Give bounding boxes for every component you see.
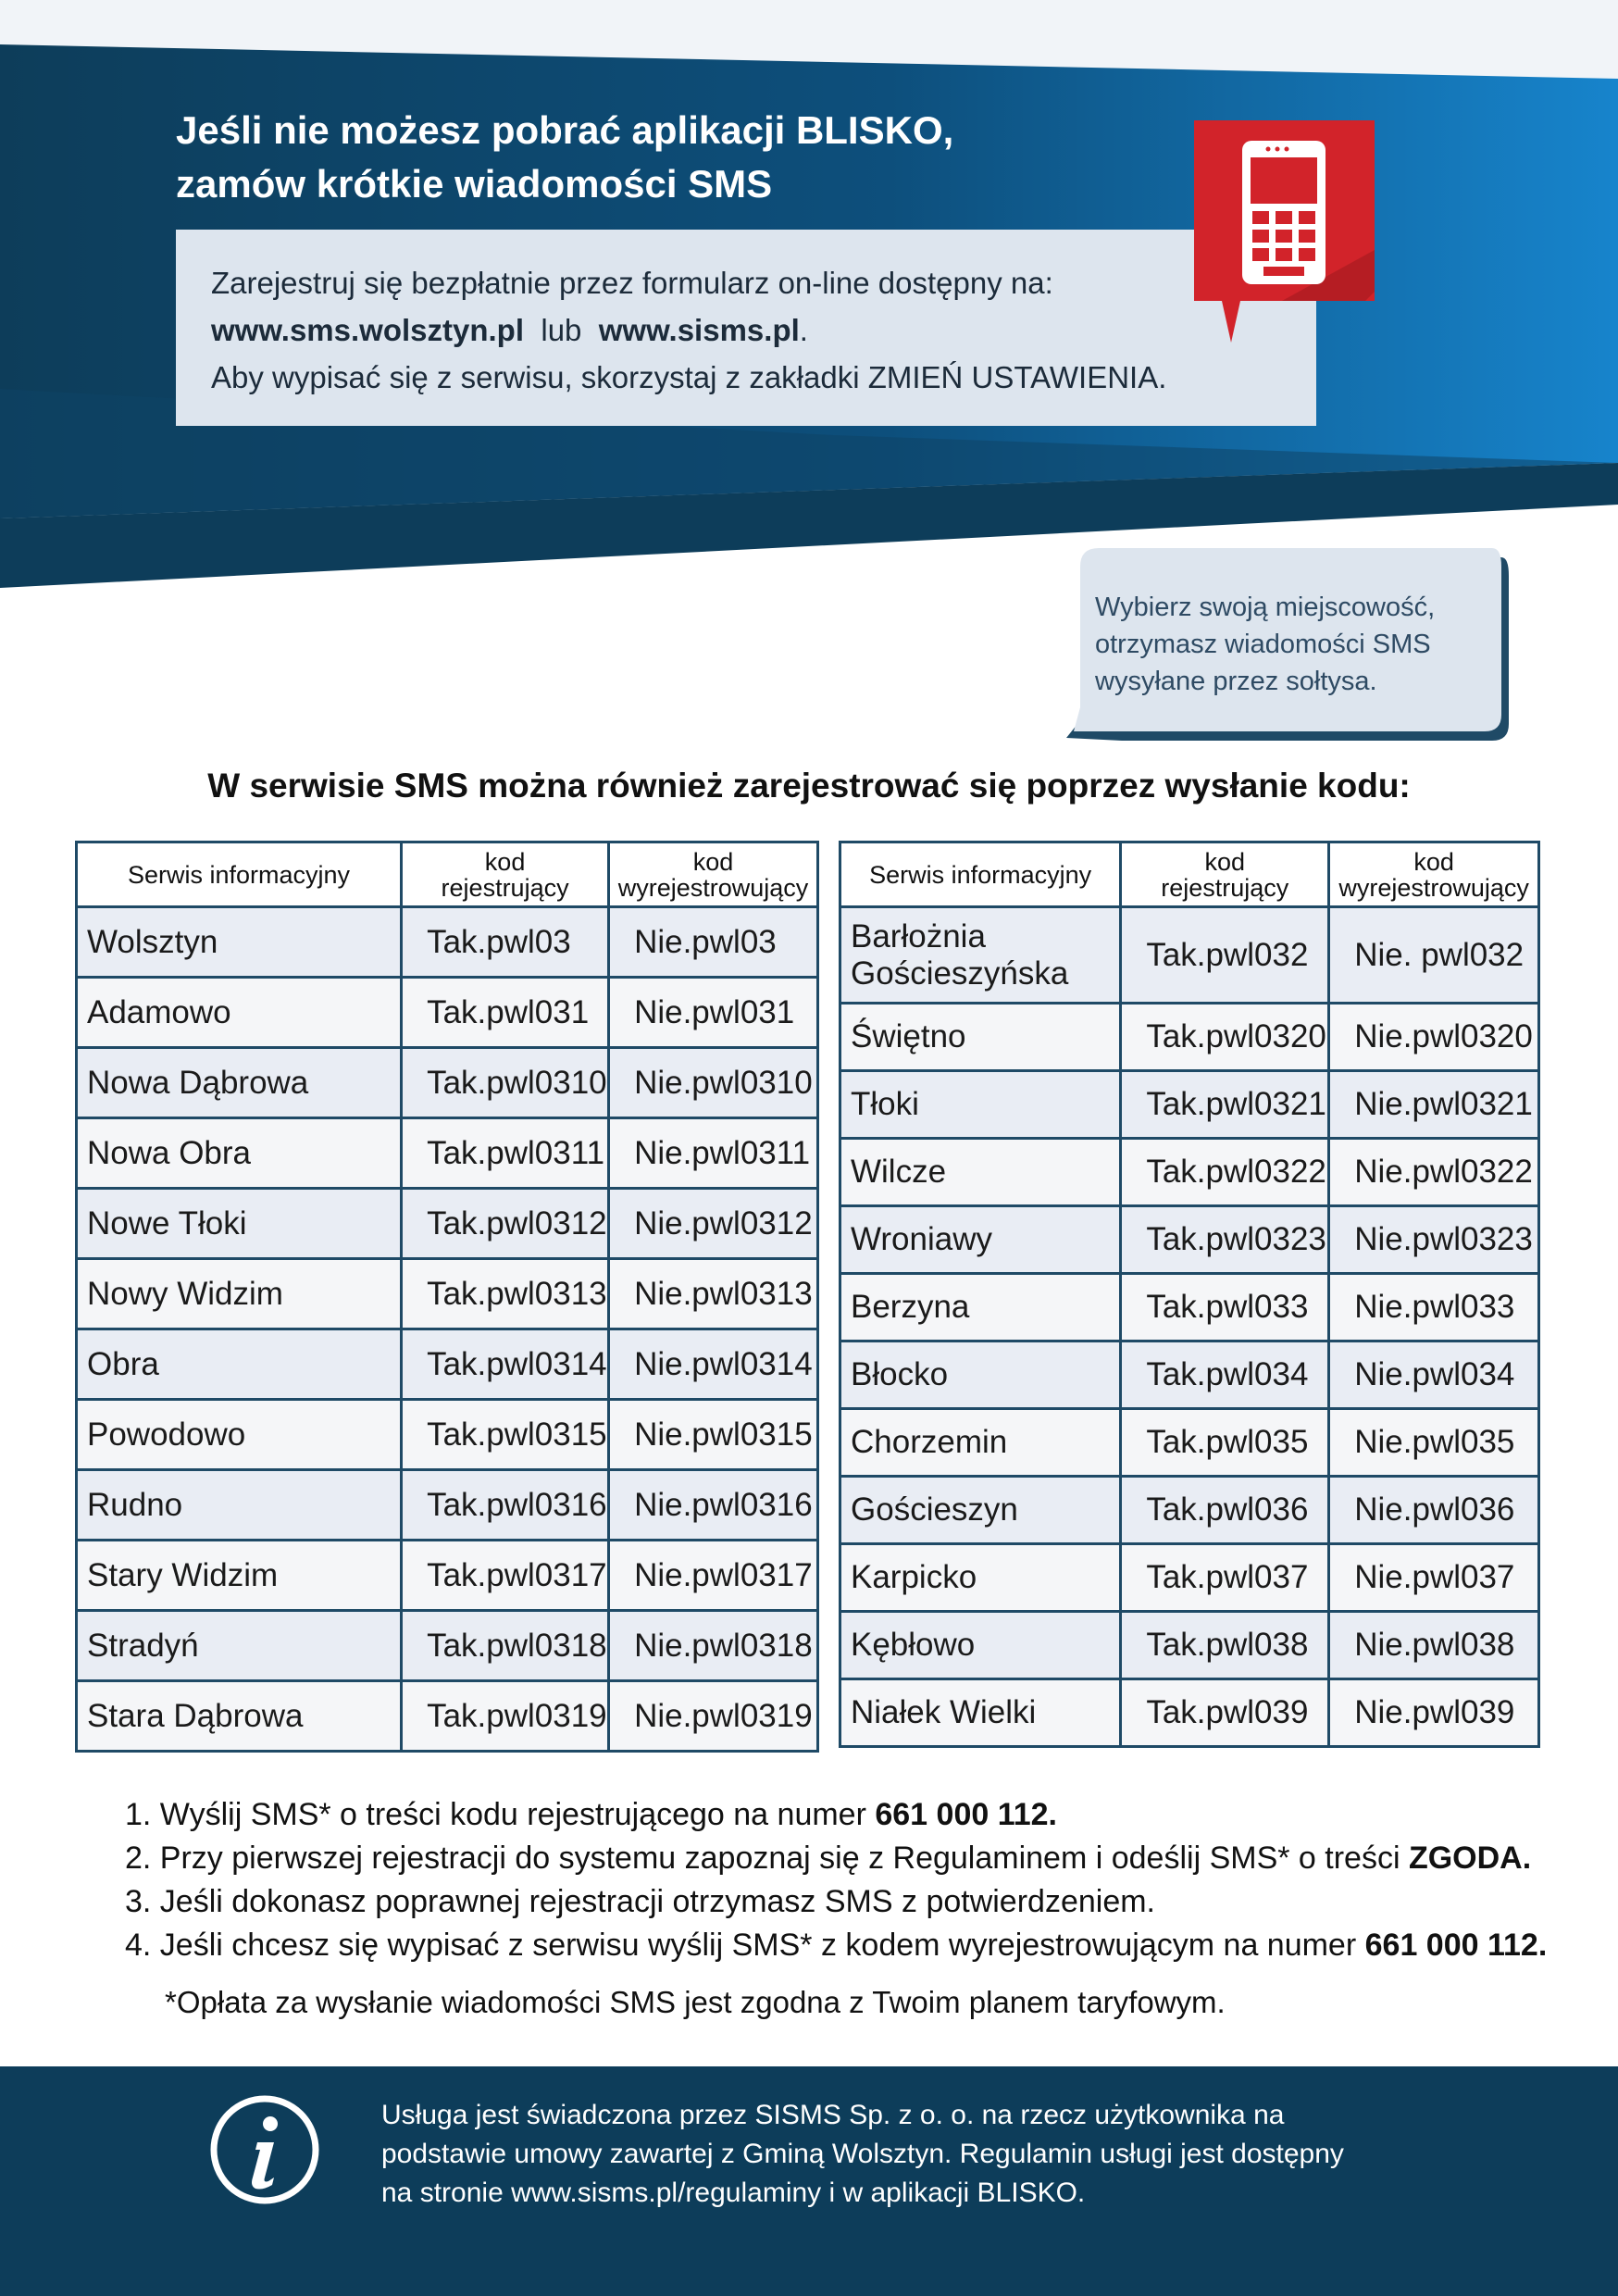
unregister-code: Nie.pwl035 — [1329, 1409, 1539, 1477]
registration-line1: Zarejestruj się bezpłatnie przez formularz on-line dostępny na: — [211, 266, 1053, 300]
place-name: Nowa Dąbrowa — [77, 1048, 402, 1118]
bubble-text — [1095, 589, 1484, 700]
step-item: 4. Jeśli chcesz się wypisać z serwisu wyślij SMS* z kodem wyrejestrowującym na numer 661 000 112. — [125, 1928, 1548, 1963]
table-row — [840, 1071, 1539, 1139]
place-name: Berzyna — [840, 1274, 1121, 1341]
register-code: Tak.pwl0314 — [402, 1329, 609, 1400]
bubble-line2: otrzymasz wiadomości SMS — [1095, 630, 1431, 659]
table-row — [77, 1400, 818, 1470]
codes-table-right — [839, 841, 1540, 1748]
mobile-phone-icon — [1194, 120, 1375, 343]
unregister-code: Nie.pwl0318 — [609, 1611, 818, 1681]
header-service: Serwis informacyjny — [840, 842, 1121, 907]
unregister-code: Nie.pwl0314 — [609, 1329, 818, 1400]
table-row — [77, 1611, 818, 1681]
place-name: Gościeszyn — [840, 1477, 1121, 1544]
table-row — [840, 1139, 1539, 1206]
dot-text: . — [799, 313, 808, 347]
codes-table-left — [75, 841, 819, 1753]
unregister-code: Nie.pwl0321 — [1329, 1071, 1539, 1139]
table-row — [77, 1189, 818, 1259]
unregister-code: Nie.pwl037 — [1329, 1544, 1539, 1612]
step-item: 2. Przy pierwszej rejestracji do systemu zapoznaj się z Regulaminem i odeślij SMS* o treści ZGODA. — [125, 1841, 1532, 1876]
header-unregister-code: kod wyrejestrowujący — [609, 842, 818, 907]
place-name: Stara Dąbrowa — [77, 1681, 402, 1752]
table-row — [840, 1679, 1539, 1747]
register-code: Tak.pwl0311 — [402, 1118, 609, 1189]
place-name: Świętno — [840, 1004, 1121, 1071]
register-code: Tak.pwl0310 — [402, 1048, 609, 1118]
unregister-code: Nie. pwl032 — [1329, 907, 1539, 1004]
url-sms-wolsztyn[interactable]: www.sms.wolsztyn.pl — [211, 313, 525, 347]
register-code: Tak.pwl0323 — [1121, 1206, 1329, 1274]
place-name: Karpicko — [840, 1544, 1121, 1612]
unregister-code: Nie.pwl0317 — [609, 1541, 818, 1611]
register-code: Tak.pwl034 — [1121, 1341, 1329, 1409]
place-name: Błocko — [840, 1341, 1121, 1409]
table-row — [840, 1409, 1539, 1477]
register-code: Tak.pwl038 — [1121, 1612, 1329, 1679]
unregister-code: Nie.pwl0319 — [609, 1681, 818, 1752]
unregister-code: Nie.pwl031 — [609, 978, 818, 1048]
unregister-code: Nie.pwl0320 — [1329, 1004, 1539, 1071]
table-row — [840, 1341, 1539, 1409]
fee-note: *Opłata za wysłanie wiadomości SMS jest zgodna z Twoim planem taryfowym. — [165, 1985, 1226, 2019]
table-row — [77, 1541, 818, 1611]
footer-line1: Usługa jest świadczona przez SISMS Sp. z o. o. na rzecz użytkownika na — [381, 2100, 1285, 2130]
or-text: lub — [541, 313, 582, 347]
register-code: Tak.pwl036 — [1121, 1477, 1329, 1544]
unregister-code: Nie.pwl0312 — [609, 1189, 818, 1259]
register-code: Tak.pwl032 — [1121, 907, 1329, 1004]
register-code: Tak.pwl0320 — [1121, 1004, 1329, 1071]
place-name: Obra — [77, 1329, 402, 1400]
register-code: Tak.pwl035 — [1121, 1409, 1329, 1477]
unregister-code: Nie.pwl0311 — [609, 1118, 818, 1189]
register-code: Tak.pwl0313 — [402, 1259, 609, 1329]
registration-info-box — [176, 230, 1316, 426]
unregister-code: Nie.pwl034 — [1329, 1341, 1539, 1409]
place-name: Powodowo — [77, 1400, 402, 1470]
header-title-line2: zamów krótkie wiadomości SMS — [176, 162, 773, 206]
register-code: Tak.pwl0321 — [1121, 1071, 1329, 1139]
table-row — [77, 1681, 818, 1752]
place-name: Wilcze — [840, 1139, 1121, 1206]
table-row — [77, 1259, 818, 1329]
place-name: Wroniawy — [840, 1206, 1121, 1274]
place-name: Stary Widzim — [77, 1541, 402, 1611]
unregister-code: Nie.pwl038 — [1329, 1612, 1539, 1679]
place-name: Nowe Tłoki — [77, 1189, 402, 1259]
unregister-line: Aby wypisać się z serwisu, skorzystaj z zakładki ZMIEŃ USTAWIENIA. — [211, 360, 1167, 394]
register-code: Tak.pwl033 — [1121, 1274, 1329, 1341]
register-code: Tak.pwl0315 — [402, 1400, 609, 1470]
unregister-code: Nie.pwl0315 — [609, 1400, 818, 1470]
table-row — [77, 1048, 818, 1118]
place-name: Kębłowo — [840, 1612, 1121, 1679]
table-row — [840, 1206, 1539, 1274]
place-name: Stradyń — [77, 1611, 402, 1681]
table-row — [840, 1544, 1539, 1612]
section-title: W serwisie SMS można również zarejestrować się poprzez wysłanie kodu: — [207, 767, 1411, 805]
table-row — [77, 1470, 818, 1541]
place-name: Chorzemin — [840, 1409, 1121, 1477]
register-code: Tak.pwl0316 — [402, 1470, 609, 1541]
register-code: Tak.pwl0312 — [402, 1189, 609, 1259]
header-title — [176, 104, 1009, 211]
unregister-code: Nie.pwl0310 — [609, 1048, 818, 1118]
unregister-code: Nie.pwl0316 — [609, 1470, 818, 1541]
place-name: Adamowo — [77, 978, 402, 1048]
registration-line2 — [211, 306, 1281, 354]
header-service: Serwis informacyjny — [77, 842, 402, 907]
bubble-line3: wysyłane przez sołtysa. — [1095, 667, 1377, 696]
table-row — [840, 1004, 1539, 1071]
table-row — [840, 907, 1539, 1004]
header-register-code: kod rejestrujący — [402, 842, 609, 907]
step-item: 1. Wyślij SMS* o treści kodu rejestrującego na numer 661 000 112. — [125, 1797, 1058, 1832]
table-row — [77, 1118, 818, 1189]
unregister-code: Nie.pwl036 — [1329, 1477, 1539, 1544]
header-unregister-code: kod wyrejestrowujący — [1329, 842, 1539, 907]
step-item: 3. Jeśli dokonasz poprawnej rejestracji otrzymasz SMS z potwierdzeniem. — [125, 1884, 1156, 1919]
table-row — [840, 1477, 1539, 1544]
unregister-code: Nie.pwl0323 — [1329, 1206, 1539, 1274]
table-row — [840, 1612, 1539, 1679]
bubble-line1: Wybierz swoją miejscowość, — [1095, 593, 1436, 622]
place-name: Niałek Wielki — [840, 1679, 1121, 1747]
unregister-code: Nie.pwl0322 — [1329, 1139, 1539, 1206]
table-row — [840, 1274, 1539, 1341]
header-title-line1: Jeśli nie możesz pobrać aplikacji BLISKO, — [176, 108, 954, 152]
unregister-code: Nie.pwl033 — [1329, 1274, 1539, 1341]
register-code: Tak.pwl039 — [1121, 1679, 1329, 1747]
place-name: Barłożnia Gościeszyńska — [840, 907, 1121, 1004]
unregister-code: Nie.pwl03 — [609, 907, 818, 978]
table-row — [77, 1329, 818, 1400]
place-name: Wolsztyn — [77, 907, 402, 978]
url-sisms[interactable]: www.sisms.pl — [598, 313, 800, 347]
register-code: Tak.pwl0318 — [402, 1611, 609, 1681]
place-name: Tłoki — [840, 1071, 1121, 1139]
instruction-steps — [125, 1793, 1569, 1967]
table-row — [77, 907, 818, 978]
unregister-code: Nie.pwl039 — [1329, 1679, 1539, 1747]
place-name: Nowy Widzim — [77, 1259, 402, 1329]
place-name: Rudno — [77, 1470, 402, 1541]
table-row — [77, 978, 818, 1048]
footer-line2: podstawie umowy zawartej z Gminą Wolsztyn. Regulamin usługi jest dostępny — [381, 2139, 1344, 2169]
register-code: Tak.pwl031 — [402, 978, 609, 1048]
place-name: Nowa Obra — [77, 1118, 402, 1189]
footer-line3: na stronie www.sisms.pl/regulaminy i w aplikacji BLISKO. — [381, 2177, 1086, 2208]
info-icon — [209, 2094, 320, 2205]
register-code: Tak.pwl0319 — [402, 1681, 609, 1752]
header-register-code: kod rejestrujący — [1121, 842, 1329, 907]
register-code: Tak.pwl0317 — [402, 1541, 609, 1611]
register-code: Tak.pwl03 — [402, 907, 609, 978]
footer-text — [381, 2096, 1492, 2213]
register-code: Tak.pwl0322 — [1121, 1139, 1329, 1206]
register-code: Tak.pwl037 — [1121, 1544, 1329, 1612]
unregister-code: Nie.pwl0313 — [609, 1259, 818, 1329]
